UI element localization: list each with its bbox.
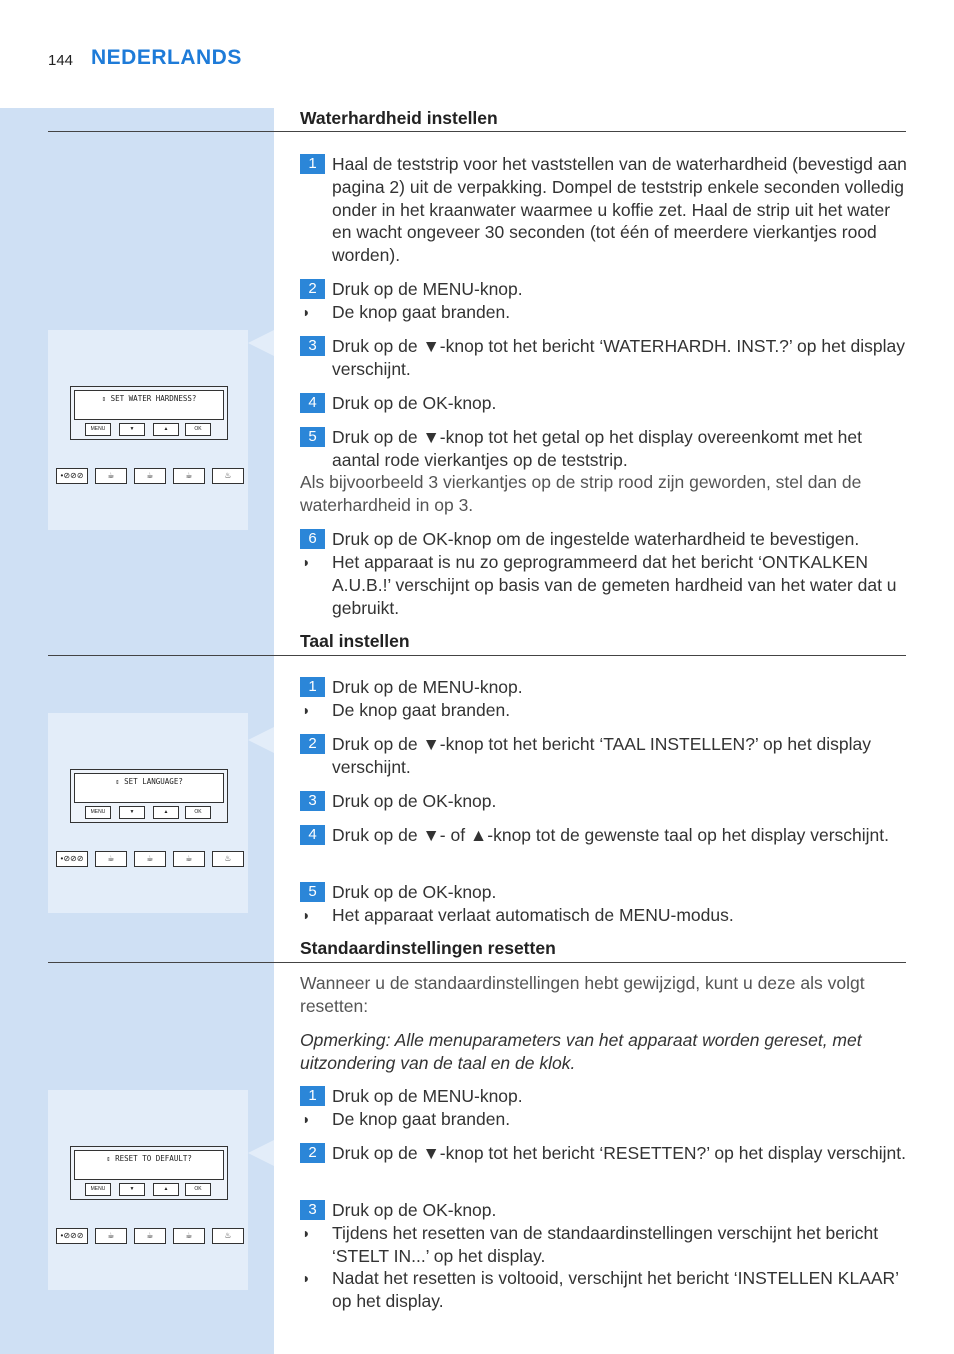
result-text: Tijdens het resetten van de standaardinstellingen verschijnt het bericht ‘STELT IN...’ op het display. xyxy=(332,1223,879,1266)
note-paragraph: Opmerking: Alle menuparameters van het apparaat worden gereset, met uitzondering van de taal en de klok. xyxy=(300,1030,862,1073)
step-3 xyxy=(300,335,910,381)
steam-button: ♨ xyxy=(212,851,244,867)
illustration-panel xyxy=(48,1090,248,1290)
aroma-button: •⊘⊘⊘ xyxy=(56,851,88,867)
ok-button: OK xyxy=(185,423,211,436)
step-3 xyxy=(300,790,910,813)
steam-button: ♨ xyxy=(212,1228,244,1244)
result-bullet xyxy=(300,1222,910,1268)
illustration-panel xyxy=(48,713,248,913)
espresso-button: ☕ xyxy=(95,1228,127,1244)
step-number: 3 xyxy=(300,791,325,811)
display-screen xyxy=(74,773,224,803)
result-bullet xyxy=(300,1108,910,1131)
bullet-icon: ◗ xyxy=(302,702,311,718)
bullet-icon: ◗ xyxy=(302,1225,311,1241)
result-bullet xyxy=(300,1267,910,1313)
step-text: Druk op de OK-knop. xyxy=(332,1200,497,1220)
section-divider xyxy=(48,131,906,132)
bullet-icon: ◗ xyxy=(302,304,311,320)
step-5 xyxy=(300,881,910,904)
step-6 xyxy=(300,528,910,551)
step-text: Druk op de MENU-knop. xyxy=(332,1086,523,1106)
step-number: 2 xyxy=(300,279,325,299)
control-buttons xyxy=(56,851,242,867)
bullet-icon: ◗ xyxy=(302,1111,311,1127)
step-2 xyxy=(300,1142,910,1165)
step-text: Druk op de ▼-knop tot het bericht ‘WATERHARDH. INST.?’ op het display verschijnt. xyxy=(332,336,906,379)
display-screen xyxy=(74,1150,224,1180)
example-paragraph: Als bijvoorbeeld 3 vierkantjes op de strip rood zijn geworden, stel dan de waterhardheid in op 3. xyxy=(300,472,862,515)
result-bullet xyxy=(300,301,910,324)
step-number: 6 xyxy=(300,529,325,549)
result-text: Het apparaat verlaat automatisch de MENU-modus. xyxy=(332,905,734,925)
espresso-button: ☕ xyxy=(95,851,127,867)
bullet-icon: ◗ xyxy=(302,554,311,570)
ok-button: OK xyxy=(185,1183,211,1196)
menu-button: MENU xyxy=(85,806,111,819)
step-number: 1 xyxy=(300,1086,325,1106)
illustration-panel xyxy=(48,330,248,530)
display-unit xyxy=(70,1146,228,1200)
result-bullet xyxy=(300,699,910,722)
step-text: Druk op de ▼-knop tot het getal op het display overeenkomt met het aantal rode vierkantjes op de teststrip. xyxy=(332,427,862,470)
page-number: 144 xyxy=(48,52,74,69)
language-heading: NEDERLANDS xyxy=(91,46,242,69)
step-text: Druk op de OK-knop. xyxy=(332,791,497,811)
control-buttons xyxy=(56,468,242,484)
step-text: Druk op de OK-knop. xyxy=(332,393,497,413)
large-coffee-button: ☕ xyxy=(173,468,205,484)
step-text: Haal de teststrip voor het vaststellen van de waterhardheid (bevestigd aan pagina 2) uit de verpakking. Dompel de teststrip enkele seconden volledig onder in het kraanwater waarmee u koffie zet. Haal de strip uit het water en wacht ongeveer 30 seconden (tot één of meerdere vierkantjes rood worden). xyxy=(332,154,907,266)
step-4 xyxy=(300,824,910,847)
step-number: 2 xyxy=(300,1143,325,1163)
up-button: ▲ xyxy=(153,1183,179,1196)
step-text: Druk op de OK-knop om de ingestelde waterhardheid te bevestigen. xyxy=(332,529,860,549)
coffee-button: ☕ xyxy=(134,1228,166,1244)
espresso-button: ☕ xyxy=(95,468,127,484)
display-text: ⇕ RESET TO DEFAULT? xyxy=(106,1154,192,1163)
step-text: Druk op de ▼- of ▲-knop tot de gewenste taal op het display verschijnt. xyxy=(332,825,890,845)
intro-paragraph: Wanneer u de standaardinstellingen hebt gewijzigd, kunt u deze als volgt resetten: xyxy=(300,973,865,1016)
step-text: Druk op de MENU-knop. xyxy=(332,279,523,299)
section-divider xyxy=(48,655,906,656)
step-1 xyxy=(300,153,910,267)
display-text: ⇕ SET WATER HARDNESS? xyxy=(101,394,197,403)
step-number: 2 xyxy=(300,734,325,754)
display-unit xyxy=(70,769,228,823)
step-number: 4 xyxy=(300,825,325,845)
aroma-button: •⊘⊘⊘ xyxy=(56,1228,88,1244)
up-button: ▲ xyxy=(153,806,179,819)
section-title-water-hardness: Waterhardheid instellen xyxy=(300,108,498,128)
down-button: ▼ xyxy=(119,806,145,819)
steam-button: ♨ xyxy=(212,468,244,484)
step-2 xyxy=(300,278,910,301)
step-1 xyxy=(300,676,910,699)
result-text: De knop gaat branden. xyxy=(332,302,511,322)
step-number: 5 xyxy=(300,882,325,902)
panel-pointer xyxy=(248,330,274,356)
result-text: De knop gaat branden. xyxy=(332,1109,511,1129)
display-screen xyxy=(74,390,224,420)
coffee-button: ☕ xyxy=(134,468,166,484)
panel-pointer xyxy=(248,727,274,753)
step-number: 1 xyxy=(300,677,325,697)
step-text: Druk op de ▼-knop tot het bericht ‘RESETTEN?’ op het display verschijnt. xyxy=(332,1143,907,1163)
display-unit xyxy=(70,386,228,440)
large-coffee-button: ☕ xyxy=(173,1228,205,1244)
step-number: 3 xyxy=(300,1200,325,1220)
step-number: 1 xyxy=(300,154,325,174)
step-number: 4 xyxy=(300,393,325,413)
display-text: ⇕ SET LANGUAGE? xyxy=(115,777,183,786)
result-text: De knop gaat branden. xyxy=(332,700,511,720)
down-button: ▼ xyxy=(119,1183,145,1196)
step-text: Druk op de MENU-knop. xyxy=(332,677,523,697)
coffee-button: ☕ xyxy=(134,851,166,867)
bullet-icon: ◗ xyxy=(302,907,311,923)
step-5 xyxy=(300,426,910,472)
menu-button: MENU xyxy=(85,1183,111,1196)
control-buttons xyxy=(56,1228,242,1244)
result-bullet xyxy=(300,551,910,619)
step-3 xyxy=(300,1199,910,1222)
large-coffee-button: ☕ xyxy=(173,851,205,867)
up-button: ▲ xyxy=(153,423,179,436)
step-4 xyxy=(300,392,910,415)
step-text: Druk op de ▼-knop tot het bericht ‘TAAL INSTELLEN?’ op het display verschijnt. xyxy=(332,734,872,777)
section-title-reset: Standaardinstellingen resetten xyxy=(300,938,556,958)
result-bullet xyxy=(300,904,910,927)
section-divider xyxy=(48,962,906,963)
step-2 xyxy=(300,733,910,779)
panel-pointer xyxy=(248,1140,274,1166)
down-button: ▼ xyxy=(119,423,145,436)
step-1 xyxy=(300,1085,910,1108)
result-text: Nadat het resetten is voltooid, verschijnt het bericht ‘INSTELLEN KLAAR’ op het display. xyxy=(332,1268,899,1311)
step-number: 5 xyxy=(300,427,325,447)
step-text: Druk op de OK-knop. xyxy=(332,882,497,902)
bullet-icon: ◗ xyxy=(302,1270,311,1286)
aroma-button: •⊘⊘⊘ xyxy=(56,468,88,484)
ok-button: OK xyxy=(185,806,211,819)
step-number: 3 xyxy=(300,336,325,356)
section-title-language: Taal instellen xyxy=(300,631,410,651)
result-text: Het apparaat is nu zo geprogrammeerd dat het bericht ‘ONTKALKEN A.U.B.!’ verschijnt op basis van de gemeten hardheid van het water dat u gebruikt. xyxy=(332,552,897,618)
menu-button: MENU xyxy=(85,423,111,436)
